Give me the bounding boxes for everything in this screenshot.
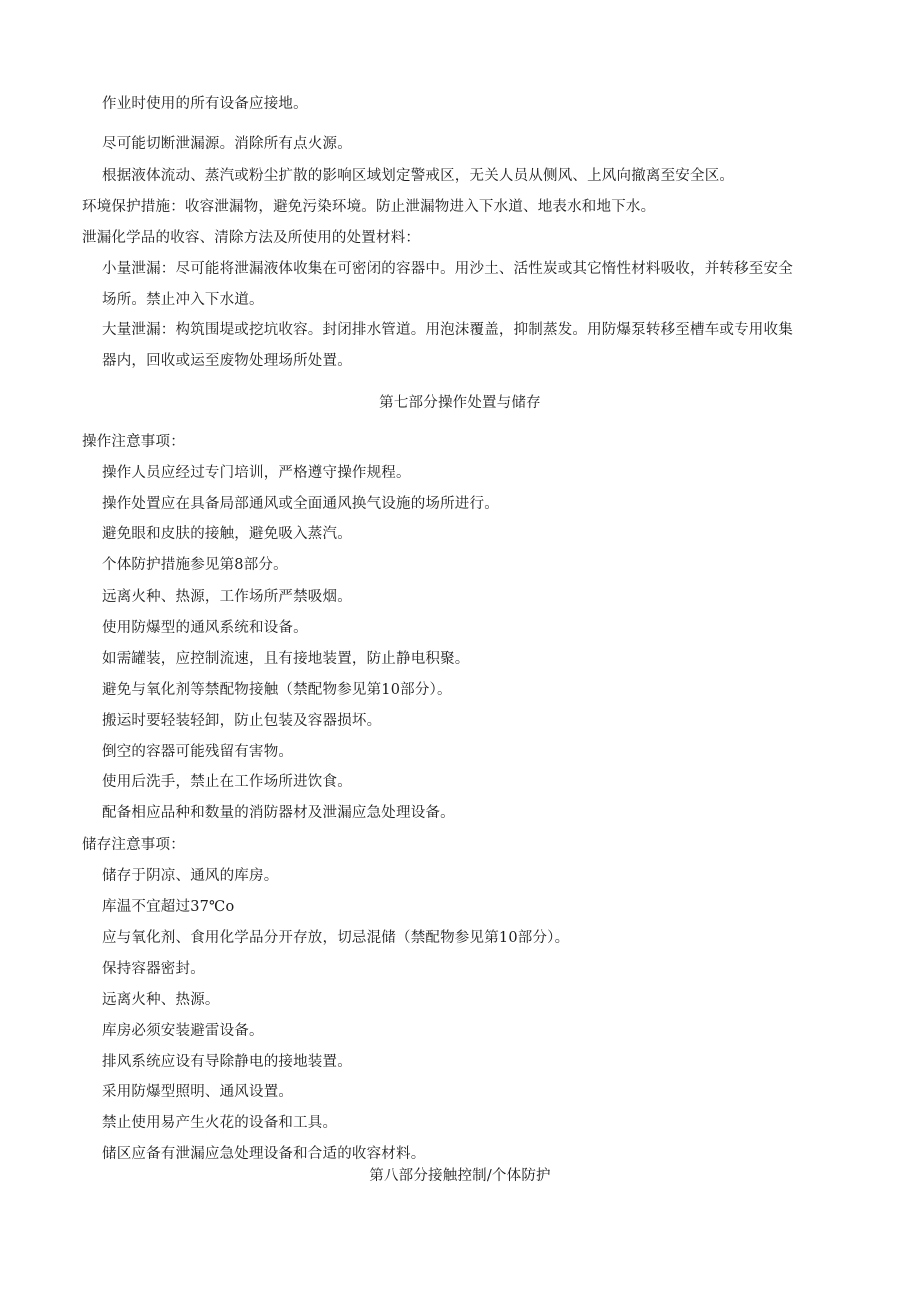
storage-item: 储存于阴凉、通风的库房。 [102, 868, 279, 884]
handling-item: 操作处置应在具备局部通风或全面通风换气设施的场所进行。 [102, 496, 499, 512]
handling-item: 搬运时要轻装轻卸，防止包装及容器损坏。 [102, 713, 382, 729]
storage-item: 排风系统应设有导除静电的接地装置。 [102, 1054, 352, 1070]
small-spill-line-1: 小量泄漏：尽可能将泄漏液体收集在可密闭的容器中。用沙土、活性炭或其它惰性材料吸收，并转移至安全 [102, 261, 793, 277]
handling-item: 倒空的容器可能残留有害物。 [102, 744, 294, 760]
handling-item: 使用防爆型的通风系统和设备。 [102, 620, 308, 636]
storage-item: 禁止使用易产生火花的设备和工具。 [102, 1115, 338, 1131]
handling-item: 避免与氧化剂等禁配物接触（禁配物参见第10部分）。 [102, 682, 452, 698]
handling-item: 远离火种、热源，工作场所严禁吸烟。 [102, 589, 352, 605]
large-spill-line-1: 大量泄漏：构筑围堤或挖坑收容。封闭排水管道。用泡沫覆盖，抑制蒸发。用防爆泵转移至槽车或专用收集 [102, 322, 793, 338]
storage-item: 库房必须安装避雷设备。 [102, 1023, 264, 1039]
storage-item: 储区应备有泄漏应急处理设备和合适的收容材料。 [102, 1146, 426, 1162]
handling-item: 如需罐装，应控制流速，且有接地装置，防止静电积聚。 [102, 651, 470, 667]
storage-item: 应与氧化剂、食用化学品分开存放，切忌混储（禁配物参见第10部分）。 [102, 930, 570, 946]
paragraph-warning-zone: 根据液体流动、蒸汽或粉尘扩散的影响区域划定警戒区，无关人员从侧风、上风向撤离至安全区。 [102, 168, 735, 184]
paragraph-env-protection: 环境保护措施：收容泄漏物，避免污染环境。防止泄漏物进入下水道、地表水和地下水。 [82, 199, 656, 215]
storage-item: 远离火种、热源。 [102, 992, 220, 1008]
paragraph-cut-source: 尽可能切断泄漏源。消除所有点火源。 [102, 136, 352, 152]
handling-item: 配备相应品种和数量的消防器材及泄漏应急处理设备。 [102, 805, 455, 821]
section7-title: 第七部分操作处置与储存 [379, 395, 541, 411]
cleanup-heading: 泄漏化学品的收容、清除方法及所使用的处置材料： [82, 230, 421, 246]
section8-title: 第八部分接触控制/个体防护 [369, 1168, 551, 1184]
storage-item: 采用防爆型照明、通风设置。 [102, 1084, 294, 1100]
storage-item: 保持容器密封。 [102, 961, 205, 977]
paragraph-grounding: 作业时使用的所有设备应接地。 [102, 96, 308, 112]
handling-item: 个体防护措施参见第8部分。 [102, 557, 288, 573]
handling-item: 使用后洗手，禁止在工作场所进饮食。 [102, 774, 352, 790]
small-spill-line-2: 场所。禁止冲入下水道。 [102, 292, 264, 308]
storage-item: 库温不宜超过37℃o [102, 899, 235, 915]
large-spill-line-2: 器内，回收或运至废物处理场所处置。 [102, 353, 352, 369]
handling-item: 操作人员应经过专门培训，严格遵守操作规程。 [102, 465, 411, 481]
handling-heading: 操作注意事项： [82, 434, 185, 450]
handling-item: 避免眼和皮肤的接触，避免吸入蒸汽。 [102, 526, 352, 542]
storage-heading: 储存注意事项： [82, 837, 185, 853]
